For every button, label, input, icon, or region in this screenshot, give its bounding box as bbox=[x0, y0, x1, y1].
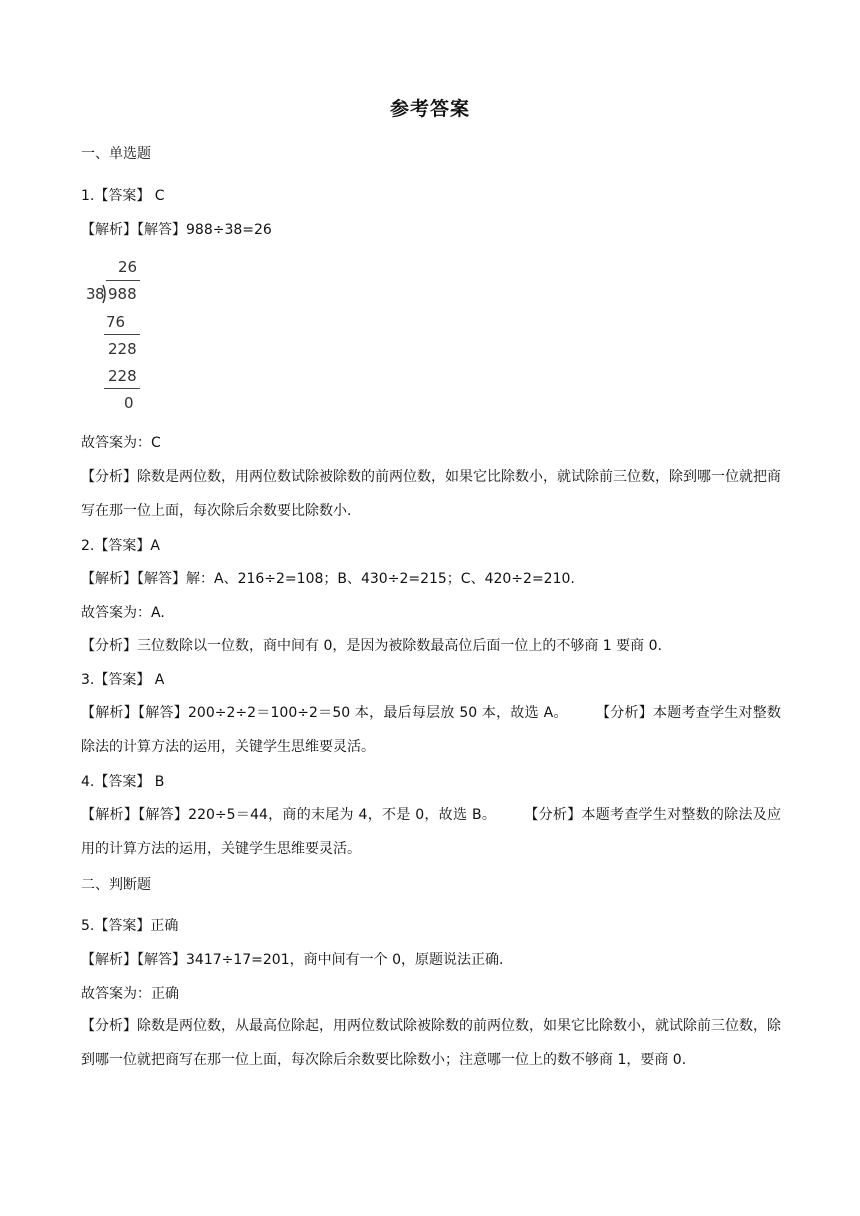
division-quotient: 26 bbox=[118, 258, 138, 276]
q5-answer: 5.【答案】正确 bbox=[81, 918, 179, 934]
q1-answer: 1.【答案】 C bbox=[81, 188, 165, 204]
q2-jiexi: 【解析】【解答】解：A、216÷2=108；B、430÷2=215；C、420÷2=210. bbox=[81, 571, 575, 587]
division-divisor: 38 bbox=[86, 285, 105, 303]
q3-body bbox=[81, 696, 781, 764]
step2-line bbox=[104, 388, 140, 389]
q4-jiexi: 【解析】【解答】220÷5＝44，商的末尾为 4，不是 0，故选 B。 bbox=[81, 807, 497, 823]
division-remainder2: 0 bbox=[124, 394, 134, 412]
q4-answer: 4.【答案】 B bbox=[81, 774, 165, 790]
q4-body bbox=[81, 798, 781, 866]
q1-fenxi: 【分析】除数是两位数，用两位数试除被除数的前两位数，如果它比除数小，就试除前三位数，除到哪一位就把商写在那一位上面，每次除后余数要比除数小. bbox=[81, 469, 781, 519]
q4-fenxi: 【分析】本题考查学生对整数的除法及应用的计算方法的运用，关键学生思维要灵活。 bbox=[81, 807, 782, 857]
q1-conclusion: 故答案为：C bbox=[81, 435, 161, 451]
division-step2: 228 bbox=[108, 367, 137, 385]
q2-answer: 2.【答案】A bbox=[81, 538, 160, 554]
q2-conclusion: 故答案为：A. bbox=[81, 605, 165, 621]
q2-fenxi: 【分析】三位数除以一位数，商中间有 0，是因为被除数最高位后面一位上的不够商 1 要商 0. bbox=[81, 638, 662, 654]
q5-conclusion: 故答案为：正确 bbox=[81, 986, 179, 1002]
division-step1: 76 bbox=[106, 313, 126, 331]
division-dividend: 988 bbox=[108, 285, 137, 303]
quotient-line bbox=[106, 280, 140, 281]
q1-jiexi: 【解析】【解答】988÷38=26 bbox=[81, 222, 272, 238]
q3-fenxi: 【分析】本题考查学生对整数除法的计算方法的运用，关键学生思维要灵活。 bbox=[81, 705, 781, 755]
q3-jiexi: 【解析】【解答】200÷2÷2＝100÷2＝50 本，最后每层放 50 本，故选 A。 bbox=[81, 705, 568, 721]
q5-jiexi: 【解析】【解答】3417÷17=201，商中间有一个 0，原题说法正确. bbox=[81, 952, 504, 968]
section-heading-single-choice: 一、单选题 bbox=[81, 146, 151, 162]
long-division-figure bbox=[86, 258, 156, 414]
section-heading-judgement: 二、判断题 bbox=[81, 877, 151, 893]
q3-answer: 3.【答案】 A bbox=[81, 672, 165, 688]
division-remainder1: 228 bbox=[108, 340, 137, 358]
page-title: 参考答案 bbox=[389, 98, 470, 120]
q5-fenxi: 【分析】除数是两位数，从最高位除起，用两位数试除被除数的前两位数，如果它比除数小，就试除前三位数，除到哪一位就把商写在那一位上面，每次除后余数要比除数小；注意哪一位上的数不够商 1，要商 0. bbox=[81, 1018, 781, 1068]
step1-line bbox=[104, 334, 140, 335]
